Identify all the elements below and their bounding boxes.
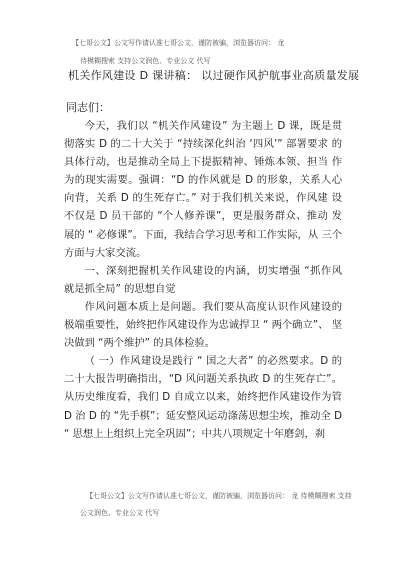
watermark-header-line-2: 待模糊搜索 支持公文润色、专业公文 代写 — [80, 57, 211, 65]
watermark-header-line-1: 【七哥公文】公文写作请认准七哥公文，谨防被骗，浏览器访问： 龙 — [72, 39, 285, 47]
watermark-footer-line-1: 【七哥公文】公文写作请认准七哥公文，谨防被骗，浏览器访问： 龙 待模糊搜索 支持 — [86, 492, 352, 500]
document-body — [64, 117, 342, 443]
paragraph-subsection-1: （ 一）作风建设是践行 “ 国之大者” 的必然要求。D 的 二十大报告明确指出，“D 风问题关系执政 D 的生死存亡”。 从历史维度看，我们 D 自成立以来，始终把作风建设作为管 D 治 D 的 “先手棋”；延安整风运动涤荡思想尘埃，推动全 D “ 思想上上组织上完全巩固”；中共八项规定十年磨剑，刹 — [64, 355, 342, 440]
salutation: 同志们： — [66, 101, 110, 114]
watermark-footer-line-2: 公文润色、专业公文 代写 — [80, 509, 160, 517]
section-heading-1: 一、深刻把握机关作风建设的内涵，切实增强 “抓作风 就是抓全局” 的思想自觉 — [64, 264, 342, 295]
paragraph-intro: 今天，我们以 “机关作风建设” 为主题上 D 课，既是贯 彻落实 D 的二十大关于 “持续深化纠治 ‘四风’” 部署要求 的具体行动，也是推动全局上下提振精神、锤炼本领、担当 作为的现实需要。强调：“D 的作风就是 D 的形象，关系人心 向背，关系 D 的生死存亡。” 对于我们机关来说，作风建 设不仅是 D 员干部的 “个人修养课”，更是服务群众、推动 发展的 “ 必修课”。下面，我结合学习思考和工作实际，从 三个方面与大家交流。 — [64, 120, 342, 259]
paragraph-section-1: 作风问题本质上是问题。我们要从高度认识作风建设的 极端重要性，始终把作风建设作为忠诚捍卫 “ 两个确立”、 坚决做到 “两个维护” 的具体检验。 — [64, 300, 342, 350]
document-title: 机关作风建设 D 课讲稿： 以过硬作风护航事业高质量发展 — [68, 69, 360, 82]
